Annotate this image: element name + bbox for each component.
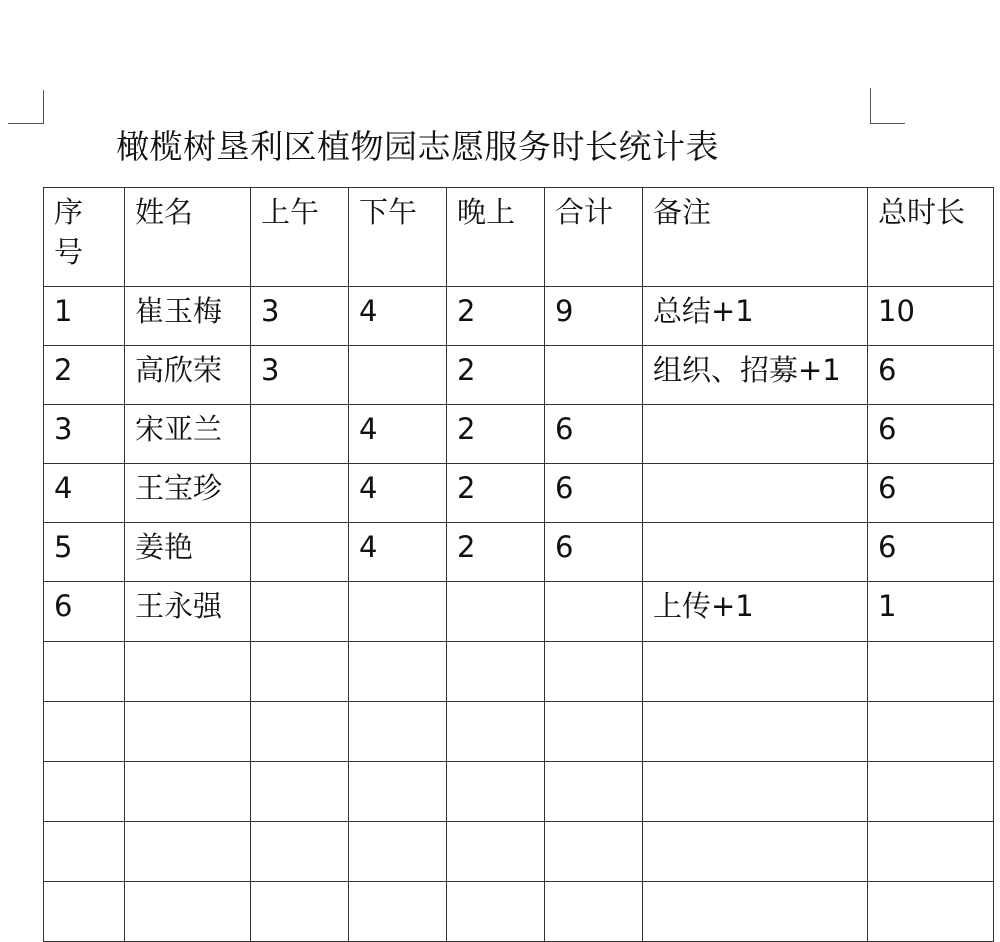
cell-afternoon bbox=[349, 642, 447, 702]
cell-morning bbox=[251, 405, 349, 464]
cell-name bbox=[125, 642, 251, 702]
cell-name bbox=[125, 346, 251, 405]
cell-total-hours bbox=[868, 405, 994, 464]
cell-value bbox=[545, 882, 642, 886]
table-row bbox=[44, 822, 994, 882]
cell-value: 6 bbox=[54, 589, 73, 623]
cell-afternoon bbox=[349, 464, 447, 523]
cell-value: 6 bbox=[555, 530, 574, 564]
cell-value bbox=[44, 822, 124, 826]
header-label: 上午 bbox=[261, 195, 320, 229]
cell-value bbox=[251, 523, 348, 527]
cell-morning bbox=[251, 523, 349, 582]
cell-value: 3 bbox=[261, 294, 280, 328]
cell-serial bbox=[44, 464, 125, 523]
cell-evening bbox=[447, 642, 545, 702]
cell-subtotal bbox=[545, 464, 643, 523]
cell-value: 10 bbox=[878, 294, 915, 328]
table-row bbox=[44, 762, 994, 822]
cell-afternoon bbox=[349, 582, 447, 642]
cell-total-hours bbox=[868, 346, 994, 405]
cell-value bbox=[251, 702, 348, 706]
cell-value bbox=[643, 702, 867, 706]
cell-total-hours bbox=[868, 642, 994, 702]
cell-value: 2 bbox=[457, 294, 476, 328]
cell-name bbox=[125, 762, 251, 822]
cell-subtotal bbox=[545, 762, 643, 822]
cell-value bbox=[251, 822, 348, 826]
cell-value bbox=[643, 523, 867, 527]
cell-value bbox=[643, 405, 867, 409]
cell-value: 总结+1 bbox=[653, 294, 754, 328]
cell-remark bbox=[643, 822, 868, 882]
cell-serial bbox=[44, 762, 125, 822]
cell-afternoon bbox=[349, 882, 447, 942]
cell-morning bbox=[251, 464, 349, 523]
cell-value: 4 bbox=[359, 294, 378, 328]
cell-subtotal bbox=[545, 346, 643, 405]
cell-remark bbox=[643, 287, 868, 346]
cell-value bbox=[349, 642, 446, 646]
table-header-row bbox=[44, 188, 994, 287]
cell-subtotal bbox=[545, 642, 643, 702]
cell-remark bbox=[643, 642, 868, 702]
cell-value bbox=[125, 702, 250, 706]
cell-name bbox=[125, 822, 251, 882]
cell-value: 崔玉梅 bbox=[135, 294, 223, 328]
cell-value: 1 bbox=[54, 294, 73, 328]
cell-total-hours bbox=[868, 523, 994, 582]
page-corner-mark-right bbox=[870, 88, 905, 124]
cell-serial bbox=[44, 822, 125, 882]
header-cell-name bbox=[125, 188, 251, 287]
cell-afternoon bbox=[349, 523, 447, 582]
cell-value bbox=[349, 762, 446, 766]
cell-value: 4 bbox=[359, 412, 378, 446]
cell-value: 2 bbox=[457, 471, 476, 505]
cell-value: 王宝珍 bbox=[135, 471, 223, 505]
cell-remark bbox=[643, 762, 868, 822]
header-cell-remark bbox=[643, 188, 868, 287]
cell-subtotal bbox=[545, 287, 643, 346]
cell-morning bbox=[251, 822, 349, 882]
cell-value bbox=[44, 762, 124, 766]
cell-serial bbox=[44, 702, 125, 762]
cell-serial bbox=[44, 405, 125, 464]
cell-value bbox=[545, 822, 642, 826]
cell-value: 2 bbox=[457, 412, 476, 446]
cell-remark bbox=[643, 523, 868, 582]
cell-value: 姜艳 bbox=[135, 530, 194, 564]
header-label: 序号 bbox=[54, 195, 84, 269]
cell-morning bbox=[251, 346, 349, 405]
cell-value: 宋亚兰 bbox=[135, 412, 223, 446]
header-label: 下午 bbox=[359, 195, 418, 229]
cell-evening bbox=[447, 702, 545, 762]
cell-value: 9 bbox=[555, 294, 574, 328]
cell-evening bbox=[447, 464, 545, 523]
cell-value bbox=[251, 582, 348, 586]
cell-value bbox=[349, 882, 446, 886]
header-cell-morning bbox=[251, 188, 349, 287]
cell-value: 4 bbox=[359, 471, 378, 505]
cell-morning bbox=[251, 287, 349, 346]
cell-subtotal bbox=[545, 405, 643, 464]
cell-value: 6 bbox=[878, 412, 897, 446]
cell-value bbox=[125, 762, 250, 766]
cell-value bbox=[251, 405, 348, 409]
cell-value: 5 bbox=[54, 530, 73, 564]
cell-value bbox=[545, 762, 642, 766]
cell-value bbox=[643, 762, 867, 766]
cell-value bbox=[545, 582, 642, 586]
cell-value bbox=[447, 882, 544, 886]
cell-value bbox=[868, 702, 993, 706]
cell-afternoon bbox=[349, 822, 447, 882]
cell-afternoon bbox=[349, 287, 447, 346]
table-row bbox=[44, 287, 994, 346]
cell-serial bbox=[44, 523, 125, 582]
cell-value: 6 bbox=[878, 530, 897, 564]
cell-serial bbox=[44, 582, 125, 642]
cell-evening bbox=[447, 346, 545, 405]
cell-value: 王永强 bbox=[135, 589, 223, 623]
cell-value bbox=[44, 642, 124, 646]
table-row bbox=[44, 882, 994, 942]
table-row bbox=[44, 582, 994, 642]
cell-value bbox=[251, 762, 348, 766]
cell-evening bbox=[447, 405, 545, 464]
cell-value bbox=[125, 822, 250, 826]
cell-value bbox=[447, 762, 544, 766]
cell-total-hours bbox=[868, 464, 994, 523]
cell-morning bbox=[251, 762, 349, 822]
cell-total-hours bbox=[868, 582, 994, 642]
cell-morning bbox=[251, 582, 349, 642]
table-row bbox=[44, 523, 994, 582]
cell-value bbox=[125, 882, 250, 886]
cell-remark bbox=[643, 582, 868, 642]
page-corner-mark-left bbox=[8, 90, 44, 124]
header-cell-serial bbox=[44, 188, 125, 287]
cell-value: 2 bbox=[54, 353, 73, 387]
cell-value: 3 bbox=[54, 412, 73, 446]
table-row bbox=[44, 464, 994, 523]
cell-subtotal bbox=[545, 822, 643, 882]
table-row bbox=[44, 642, 994, 702]
cell-remark bbox=[643, 405, 868, 464]
cell-value: 6 bbox=[878, 353, 897, 387]
cell-value bbox=[349, 702, 446, 706]
header-label: 合计 bbox=[555, 195, 614, 229]
cell-subtotal bbox=[545, 523, 643, 582]
cell-value: 4 bbox=[54, 471, 73, 505]
cell-value bbox=[643, 882, 867, 886]
document-title: 橄榄树垦利区植物园志愿服务时长统计表 bbox=[116, 127, 719, 166]
header-label: 姓名 bbox=[135, 195, 194, 229]
cell-value bbox=[251, 882, 348, 886]
cell-total-hours bbox=[868, 287, 994, 346]
cell-name bbox=[125, 287, 251, 346]
cell-value bbox=[447, 702, 544, 706]
cell-subtotal bbox=[545, 882, 643, 942]
cell-morning bbox=[251, 642, 349, 702]
table-row bbox=[44, 702, 994, 762]
cell-value bbox=[447, 642, 544, 646]
cell-subtotal bbox=[545, 702, 643, 762]
cell-value bbox=[447, 822, 544, 826]
cell-serial bbox=[44, 882, 125, 942]
cell-value bbox=[643, 464, 867, 468]
header-label: 晚上 bbox=[457, 195, 516, 229]
header-label: 备注 bbox=[653, 195, 712, 229]
cell-name bbox=[125, 702, 251, 762]
cell-name bbox=[125, 523, 251, 582]
cell-afternoon bbox=[349, 762, 447, 822]
cell-value: 2 bbox=[457, 530, 476, 564]
cell-value bbox=[643, 822, 867, 826]
cell-evening bbox=[447, 582, 545, 642]
cell-value bbox=[545, 702, 642, 706]
cell-value: 4 bbox=[359, 530, 378, 564]
cell-value: 3 bbox=[261, 353, 280, 387]
cell-value: 2 bbox=[457, 353, 476, 387]
cell-value: 上传+1 bbox=[653, 589, 754, 623]
cell-morning bbox=[251, 882, 349, 942]
cell-value bbox=[868, 882, 993, 886]
cell-value bbox=[545, 642, 642, 646]
cell-total-hours bbox=[868, 762, 994, 822]
cell-value: 6 bbox=[555, 471, 574, 505]
cell-value: 6 bbox=[555, 412, 574, 446]
cell-value bbox=[643, 642, 867, 646]
cell-value bbox=[349, 822, 446, 826]
cell-value bbox=[349, 582, 446, 586]
header-cell-total-hours bbox=[868, 188, 994, 287]
cell-total-hours bbox=[868, 882, 994, 942]
cell-value: 组织、招募+1 bbox=[653, 353, 841, 387]
cell-value bbox=[44, 702, 124, 706]
cell-value bbox=[868, 642, 993, 646]
cell-morning bbox=[251, 702, 349, 762]
cell-value bbox=[349, 346, 446, 350]
cell-value: 6 bbox=[878, 471, 897, 505]
cell-serial bbox=[44, 346, 125, 405]
cell-serial bbox=[44, 287, 125, 346]
cell-total-hours bbox=[868, 702, 994, 762]
cell-value bbox=[251, 642, 348, 646]
cell-value bbox=[44, 882, 124, 886]
table-row bbox=[44, 346, 994, 405]
cell-value bbox=[125, 642, 250, 646]
header-label: 总时长 bbox=[878, 195, 966, 229]
cell-evening bbox=[447, 822, 545, 882]
volunteer-hours-table bbox=[43, 187, 994, 942]
cell-evening bbox=[447, 762, 545, 822]
table-row bbox=[44, 405, 994, 464]
cell-total-hours bbox=[868, 822, 994, 882]
cell-remark bbox=[643, 702, 868, 762]
cell-evening bbox=[447, 882, 545, 942]
cell-remark bbox=[643, 346, 868, 405]
cell-name bbox=[125, 882, 251, 942]
cell-afternoon bbox=[349, 346, 447, 405]
cell-value: 高欣荣 bbox=[135, 353, 223, 387]
cell-value bbox=[868, 822, 993, 826]
cell-serial bbox=[44, 642, 125, 702]
cell-afternoon bbox=[349, 405, 447, 464]
cell-name bbox=[125, 464, 251, 523]
header-cell-afternoon bbox=[349, 188, 447, 287]
cell-remark bbox=[643, 464, 868, 523]
cell-remark bbox=[643, 882, 868, 942]
cell-value bbox=[251, 464, 348, 468]
cell-value: 1 bbox=[878, 589, 897, 623]
cell-name bbox=[125, 405, 251, 464]
cell-subtotal bbox=[545, 582, 643, 642]
cell-value bbox=[868, 762, 993, 766]
header-cell-evening bbox=[447, 188, 545, 287]
cell-evening bbox=[447, 523, 545, 582]
cell-name bbox=[125, 582, 251, 642]
cell-value bbox=[447, 582, 544, 586]
cell-value bbox=[545, 346, 642, 350]
cell-evening bbox=[447, 287, 545, 346]
cell-afternoon bbox=[349, 702, 447, 762]
header-cell-subtotal bbox=[545, 188, 643, 287]
